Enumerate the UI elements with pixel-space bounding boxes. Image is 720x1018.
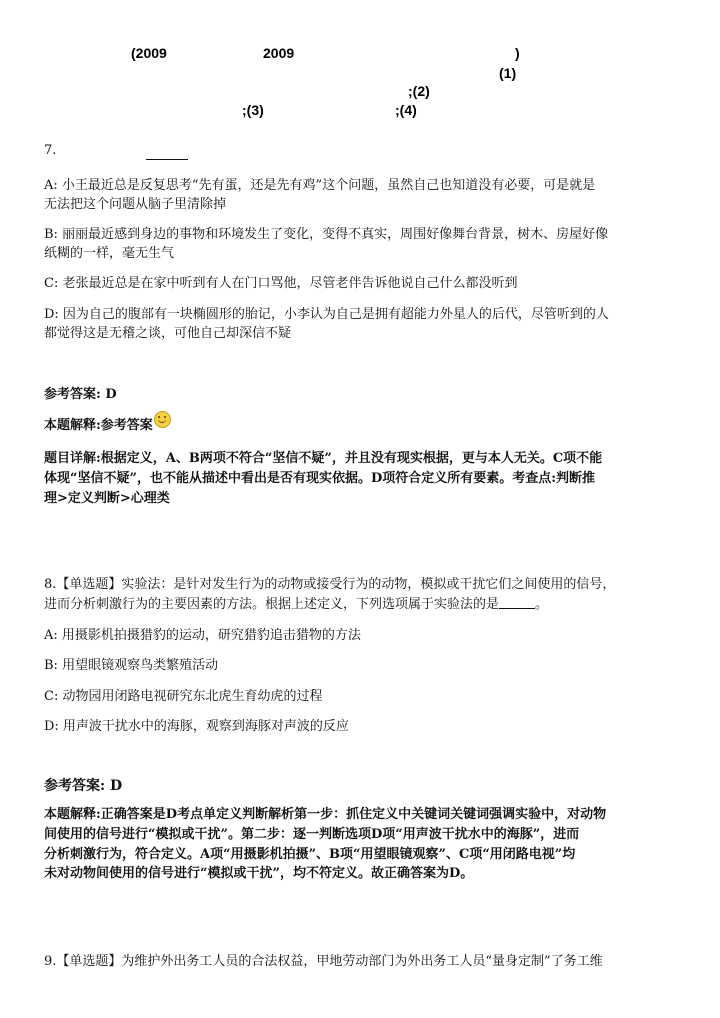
header-fragment-1: (2009 (131, 45, 167, 61)
q7-answer: 参考答案: D (44, 387, 117, 402)
q8-stem-period: 。 (535, 597, 549, 612)
q8-stem-line-1: 8.【单选题】实验法：是针对发生行为的动物或接受行为的动物，模拟或干扰它们之间使用的信号， (44, 577, 616, 592)
q7-detail-line-1: 题目详解:根据定义，A、B两项不符合“坚信不疑”，并且没有现实根据，更与本人无关。C项不能 (44, 451, 603, 466)
q9-stem-line-1: 9.【单选题】为维护外出务工人员的合法权益，甲地劳动部门为外出务工人员“量身定制”了务工维 (44, 954, 603, 969)
q8-explain-line-2: 间使用的信号进行“模拟或干扰”。第二步：逐一判断选项D项“用声波干扰水中的海豚”，进而 (44, 827, 580, 842)
q8-explain-line-4: 未对动物间使用的信号进行“模拟或干扰”，均不符定义。故正确答案为D。 (44, 866, 474, 881)
q7-explain-label (44, 414, 171, 434)
header-fragment-6: ;(3) (242, 102, 264, 118)
q7-option-a-line-2: 无法把这个问题从脑子里清除掉 (44, 197, 227, 212)
q8-explain-line-1: 本题解释:正确答案是D考点单定义判断解析第一步：抓住定义中关键词关键词强调实验中，对动物 (44, 807, 607, 822)
answer-blank (146, 147, 188, 165)
smiley-face-icon (154, 411, 171, 428)
q8-stem-line-2 (44, 593, 684, 612)
answer-blank (499, 608, 535, 609)
q7-option-c: C: 老张最近总是在家中听到有人在门口骂他，尽管老伴告诉他说自己什么都没听到 (44, 276, 518, 291)
q8-option-a: A: 用摄影机拍摄猎豹的运动，研究猎豹追击猎物的方法 (44, 628, 361, 643)
q7-option-b-line-2: 纸糊的一样，毫无生气 (44, 246, 175, 261)
question-number: 7. (44, 143, 57, 158)
q8-answer: 参考答案: D (44, 778, 123, 794)
explain-label-text: 本题解释:参考答案 (44, 418, 153, 433)
q7-detail-line-2: 体现“坚信不疑”，也不能从描述中看出是否有现实依据。D项符合定义所有要素。考查点:判断推 (44, 471, 596, 486)
header-fragment-2: 2009 (263, 45, 295, 61)
q7-detail-line-3: 理>定义判断>心理类 (44, 491, 170, 506)
header-fragment-7: ;(4) (395, 102, 417, 118)
q8-option-c: C: 动物园用闭路电视研究东北虎生育幼虎的过程 (44, 689, 323, 704)
q8-explain-line-3: 分析刺激行为，符合定义。A项“用摄影机拍摄”、B项“用望眼镜观察”、C项“用闭路电视”均 (44, 847, 576, 862)
q7-option-a-line-1: A: 小王最近总是反复思考“先有蛋，还是先有鸡”这个问题，虽然自己也知道没有必要，可是就是 (44, 178, 596, 193)
q8-option-b: B: 用望眼镜观察鸟类繁殖活动 (44, 658, 219, 673)
header-fragment-5: ;(2) (408, 83, 430, 99)
q7-option-d-line-1: D: 因为自己的腹部有一块椭圆形的胎记，小李认为自己是拥有超能力外星人的后代，尽管听到的人 (44, 307, 609, 322)
q8-stem-text: 进而分析刺激行为的主要因素的方法。根据上述定义，下列选项属于实验法的是 (44, 597, 500, 612)
q7-option-b-line-1: B: 丽丽最近感到身边的事物和环境发生了变化，变得不真实，周围好像舞台背景，树木、房屋好像 (44, 227, 609, 242)
question-7 (44, 143, 56, 158)
header-fragment-3: ) (515, 45, 520, 61)
q8-option-d: D: 用声波干扰水中的海豚，观察到海豚对声波的反应 (44, 719, 349, 734)
header-fragment-4: (1) (499, 65, 517, 81)
q7-option-d-line-2: 都觉得这是无稽之谈，可他自己却深信不疑 (44, 326, 292, 341)
